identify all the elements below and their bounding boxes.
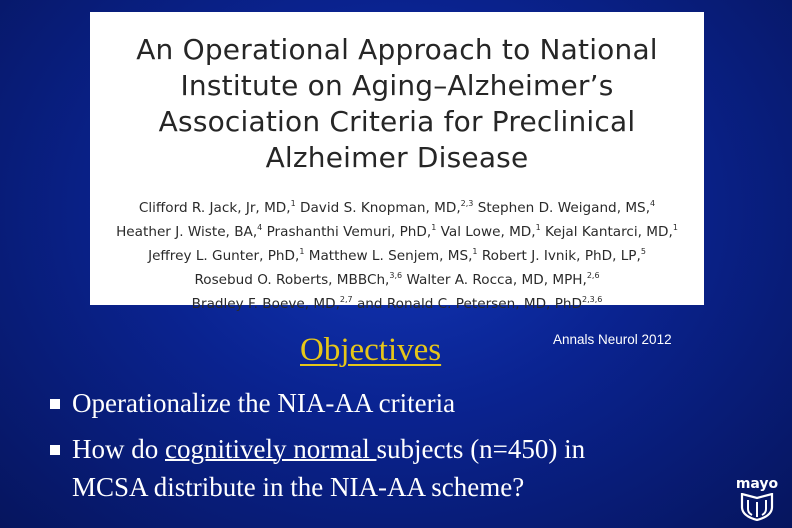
author-affiliation: 1 bbox=[672, 223, 678, 232]
author-list bbox=[90, 196, 704, 316]
author-line bbox=[90, 220, 704, 244]
author-affiliation: 2,7 bbox=[339, 295, 353, 304]
author-name: Clifford R. Jack, Jr, MD, bbox=[138, 200, 291, 216]
author-line bbox=[90, 244, 704, 268]
author-affiliation: 2,3 bbox=[460, 199, 474, 208]
mayo-logo bbox=[733, 476, 781, 522]
bullet-item bbox=[50, 430, 690, 510]
bullet-text-part: subjects (n=450) in bbox=[376, 434, 586, 464]
author-name: Prashanthi Vemuri, PhD, bbox=[262, 224, 432, 240]
author-name: Kejal Kantarci, MD, bbox=[540, 224, 673, 240]
author-name: Rosebud O. Roberts, MBBCh, bbox=[194, 272, 390, 288]
author-affiliation: 4 bbox=[257, 223, 263, 232]
paper-title bbox=[90, 32, 704, 176]
paper-title-line: An Operational Approach to National bbox=[136, 33, 658, 66]
bullet-text-line2: MCSA distribute in the NIA-AA scheme? bbox=[72, 472, 525, 502]
author-name: Jeffrey L. Gunter, PhD, bbox=[148, 248, 300, 264]
author-name: Stephen D. Weigand, MS, bbox=[473, 200, 651, 216]
paper-title-line: Alzheimer Disease bbox=[265, 141, 529, 174]
author-line bbox=[90, 292, 704, 316]
journal-citation: Annals Neurol 2012 bbox=[553, 332, 672, 347]
author-affiliation: 4 bbox=[650, 199, 656, 208]
author-name: and Ronald C. Petersen, MD, PhD bbox=[352, 296, 582, 312]
shield-icon bbox=[739, 493, 775, 521]
author-affiliation: 1 bbox=[290, 199, 296, 208]
author-name: Matthew L. Senjem, MS, bbox=[304, 248, 473, 264]
author-affiliation: 5 bbox=[640, 247, 646, 256]
bullet-square-icon bbox=[50, 445, 60, 455]
author-affiliation: 1 bbox=[431, 223, 437, 232]
author-affiliation: 1 bbox=[535, 223, 541, 232]
logo-wordmark: mayo bbox=[735, 476, 779, 492]
author-name: David S. Knopman, MD, bbox=[295, 200, 461, 216]
author-name: Val Lowe, MD, bbox=[436, 224, 536, 240]
author-line bbox=[90, 268, 704, 292]
bullet-text: Operationalize the NIA-AA criteria bbox=[72, 388, 456, 418]
paper-title-line: Institute on Aging–Alzheimer’s bbox=[180, 69, 614, 102]
slide-heading: Objectives bbox=[300, 332, 442, 368]
author-affiliation: 2,3,6 bbox=[581, 295, 603, 304]
author-name: Walter A. Rocca, MD, MPH, bbox=[402, 272, 587, 288]
bullet-text bbox=[72, 430, 585, 468]
author-affiliation: 1 bbox=[299, 247, 305, 256]
paper-title-image bbox=[90, 12, 704, 312]
paper-title-line: Association Criteria for Preclinical bbox=[158, 105, 636, 138]
author-name: Bradley F. Boeve, MD, bbox=[191, 296, 340, 312]
author-name: Robert J. Ivnik, PhD, LP, bbox=[477, 248, 641, 264]
author-name: Heather J. Wiste, BA, bbox=[116, 224, 258, 240]
author-line bbox=[90, 196, 704, 220]
bullet-square-icon bbox=[50, 399, 60, 409]
author-affiliation: 3,6 bbox=[389, 271, 403, 280]
author-affiliation: 1 bbox=[472, 247, 478, 256]
author-affiliation: 2,6 bbox=[586, 271, 600, 280]
bullet-text-underlined: cognitively normal bbox=[165, 434, 377, 464]
bullet-text-part: How do bbox=[72, 434, 165, 464]
